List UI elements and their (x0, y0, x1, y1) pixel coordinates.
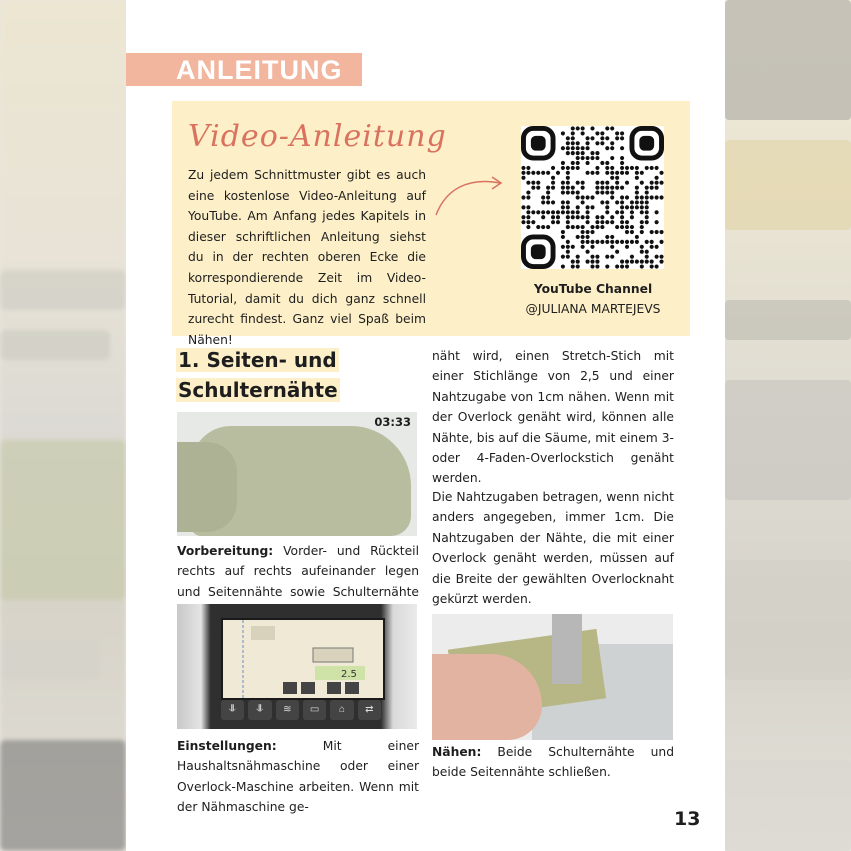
curved-arrow-right-icon (434, 167, 506, 217)
settings-text: Mit einer Haushaltsnähmaschine oder einer Overlock-Maschine arbeiten. Wenn mit der Nähmaschine ge- (177, 739, 419, 815)
fabric-photo (177, 412, 417, 536)
video-instruction-box (172, 101, 690, 347)
sewing-paragraph (432, 742, 674, 783)
sewing-text: Beide Schulternähte und beide Seitennähte schließen. (432, 745, 674, 780)
machine-button-2: ⥥ (248, 700, 271, 720)
settings-label: Einstellungen: (177, 739, 277, 753)
home-icon: ⌂ (330, 700, 353, 720)
qr-code-icon[interactable] (521, 126, 664, 269)
preparation-text: Vorder- und Rückteil rechts auf rechts aufeinander legen und Seitennähte sowie Schulternähte (177, 544, 419, 599)
machine-button-1: ⥥ (221, 700, 244, 720)
machine-button-row (221, 700, 381, 720)
page-title: ANLEITUNG (176, 55, 343, 85)
instruction-page (126, 0, 725, 851)
section-title (176, 345, 340, 405)
fabric-shape-left (177, 442, 237, 532)
background-left-blur (0, 0, 126, 851)
stitch-length-value: 2.5 (341, 669, 357, 680)
youtube-handle: @JULIANA MARTEJEVS (525, 302, 661, 316)
machine-display (221, 618, 385, 700)
swap-icon: ⇄ (358, 700, 381, 720)
presser-foot (552, 614, 582, 684)
hand (432, 654, 542, 740)
settings-paragraph (177, 736, 419, 818)
youtube-channel-label: YouTube Channel (533, 282, 653, 296)
video-description: Zu jedem Schnittmuster gibt es auch eine kostenlose Video-Anleitung auf YouTube. Am Anfang jedes Kapitels in dieser schriftlichen Anleitung siehst du in der rechten oberen Ecke die korrespondierende Zeit im Video-Tutorial, damit du dich ganz schnell zurecht findest. Ganz viel Spaß beim Nähen! (188, 168, 426, 347)
video-timestamp: 03:33 (374, 415, 411, 429)
sewing-photo (432, 614, 673, 740)
page-number: 13 (674, 808, 701, 830)
sewing-machine-screen-photo (177, 604, 417, 729)
machine-button-4: ▭ (303, 700, 326, 720)
background-right-blur (725, 0, 851, 851)
sewing-label: Nähen: (432, 745, 482, 759)
preparation-label: Vorbereitung: (177, 544, 274, 558)
stitch-paragraph: näht wird, einen Stretch-Stich mit einer Stichlänge von 2,5 und einer Nahtzugabe von 1cm nähen. Wenn mit der Overlock genäht wird, können alle Nähte, bis auf die Säume, mit einem 3- oder 4-Faden-Overlockstich genäht werden. (432, 349, 674, 486)
video-title: Video-Anleitung (188, 119, 447, 154)
seam-allowance-paragraph: Die Nahtzugaben betragen, wenn nicht anders angegeben, immer 1cm. Die Nahtzugaben der Nähte, die mit einer Overlock genäht werden, müssen auf die Breite der gewählten Overlocknaht gekürzt werden. (432, 490, 674, 607)
qr-caption (500, 279, 686, 319)
section-title-line1: 1. Seiten- und (178, 348, 337, 372)
section-title-line2: Schulternähte (178, 378, 338, 402)
machine-button-3: ≋ (276, 700, 299, 720)
